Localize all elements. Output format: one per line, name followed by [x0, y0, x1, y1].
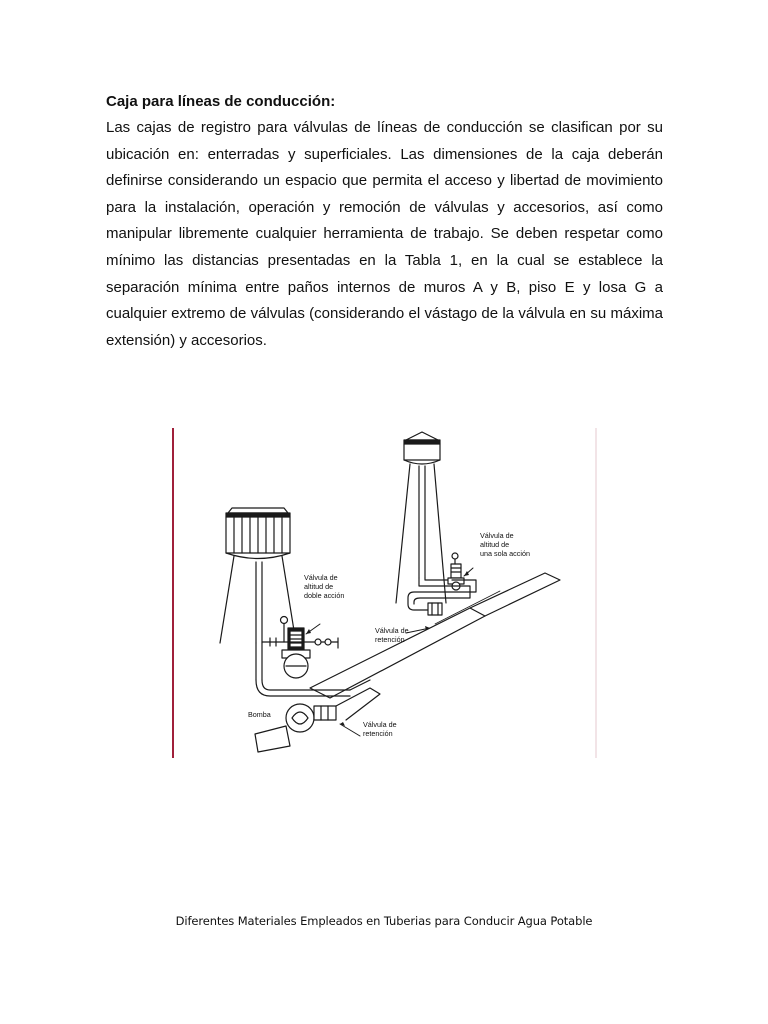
label-double-action-2: altitud de — [304, 582, 334, 591]
pump — [255, 688, 380, 752]
valve-diagram — [170, 428, 598, 758]
label-check-lower-2: retención — [363, 729, 393, 738]
label-single-action-1: Válvula de — [480, 531, 514, 540]
body-paragraph: Las cajas de registro para válvulas de líneas de conducción se clasifican por su ubicación en: enterradas y superficiales. Las dimensiones de la caja deberán definirse considerando un espacio que permita el acceso y libertad de movimiento para la instalación, operación y remoción de válvulas y accesorios, así como manipular libremente cualquier herramienta de trabajo. Se deben respetar como mínimo las distancias presentadas en la Tabla 1, en la cual se establece la separación mínima entre paños internos de muros A y B, piso E y losa G a cualquier extremo de válvulas (considerando el vástago de la válvula en su máxima extensión) y accesorios. — [106, 119, 663, 349]
double-action-valve — [262, 617, 338, 679]
label-check-lower-1: Válvula de — [363, 720, 397, 729]
single-action-valve — [448, 553, 473, 590]
label-pump: Bomba — [248, 710, 271, 719]
section-heading: Caja para líneas de conducción: — [106, 93, 336, 110]
label-double-action-1: Válvula de — [304, 573, 338, 582]
label-double-action-3: doble acción — [304, 591, 345, 600]
label-check-upper-1: Válvula de — [375, 626, 409, 635]
label-single-action-3: una sola acción — [480, 549, 530, 558]
right-water-tower — [396, 432, 452, 603]
footer-caption: Diferentes Materiales Empleados en Tuberias para Conducir Agua Potable — [175, 914, 593, 928]
valve-diagram-figure — [170, 428, 598, 758]
label-single-action-2: altitud de — [480, 540, 510, 549]
upper-check-valve — [428, 603, 442, 615]
label-check-upper-2: retención — [375, 635, 405, 644]
